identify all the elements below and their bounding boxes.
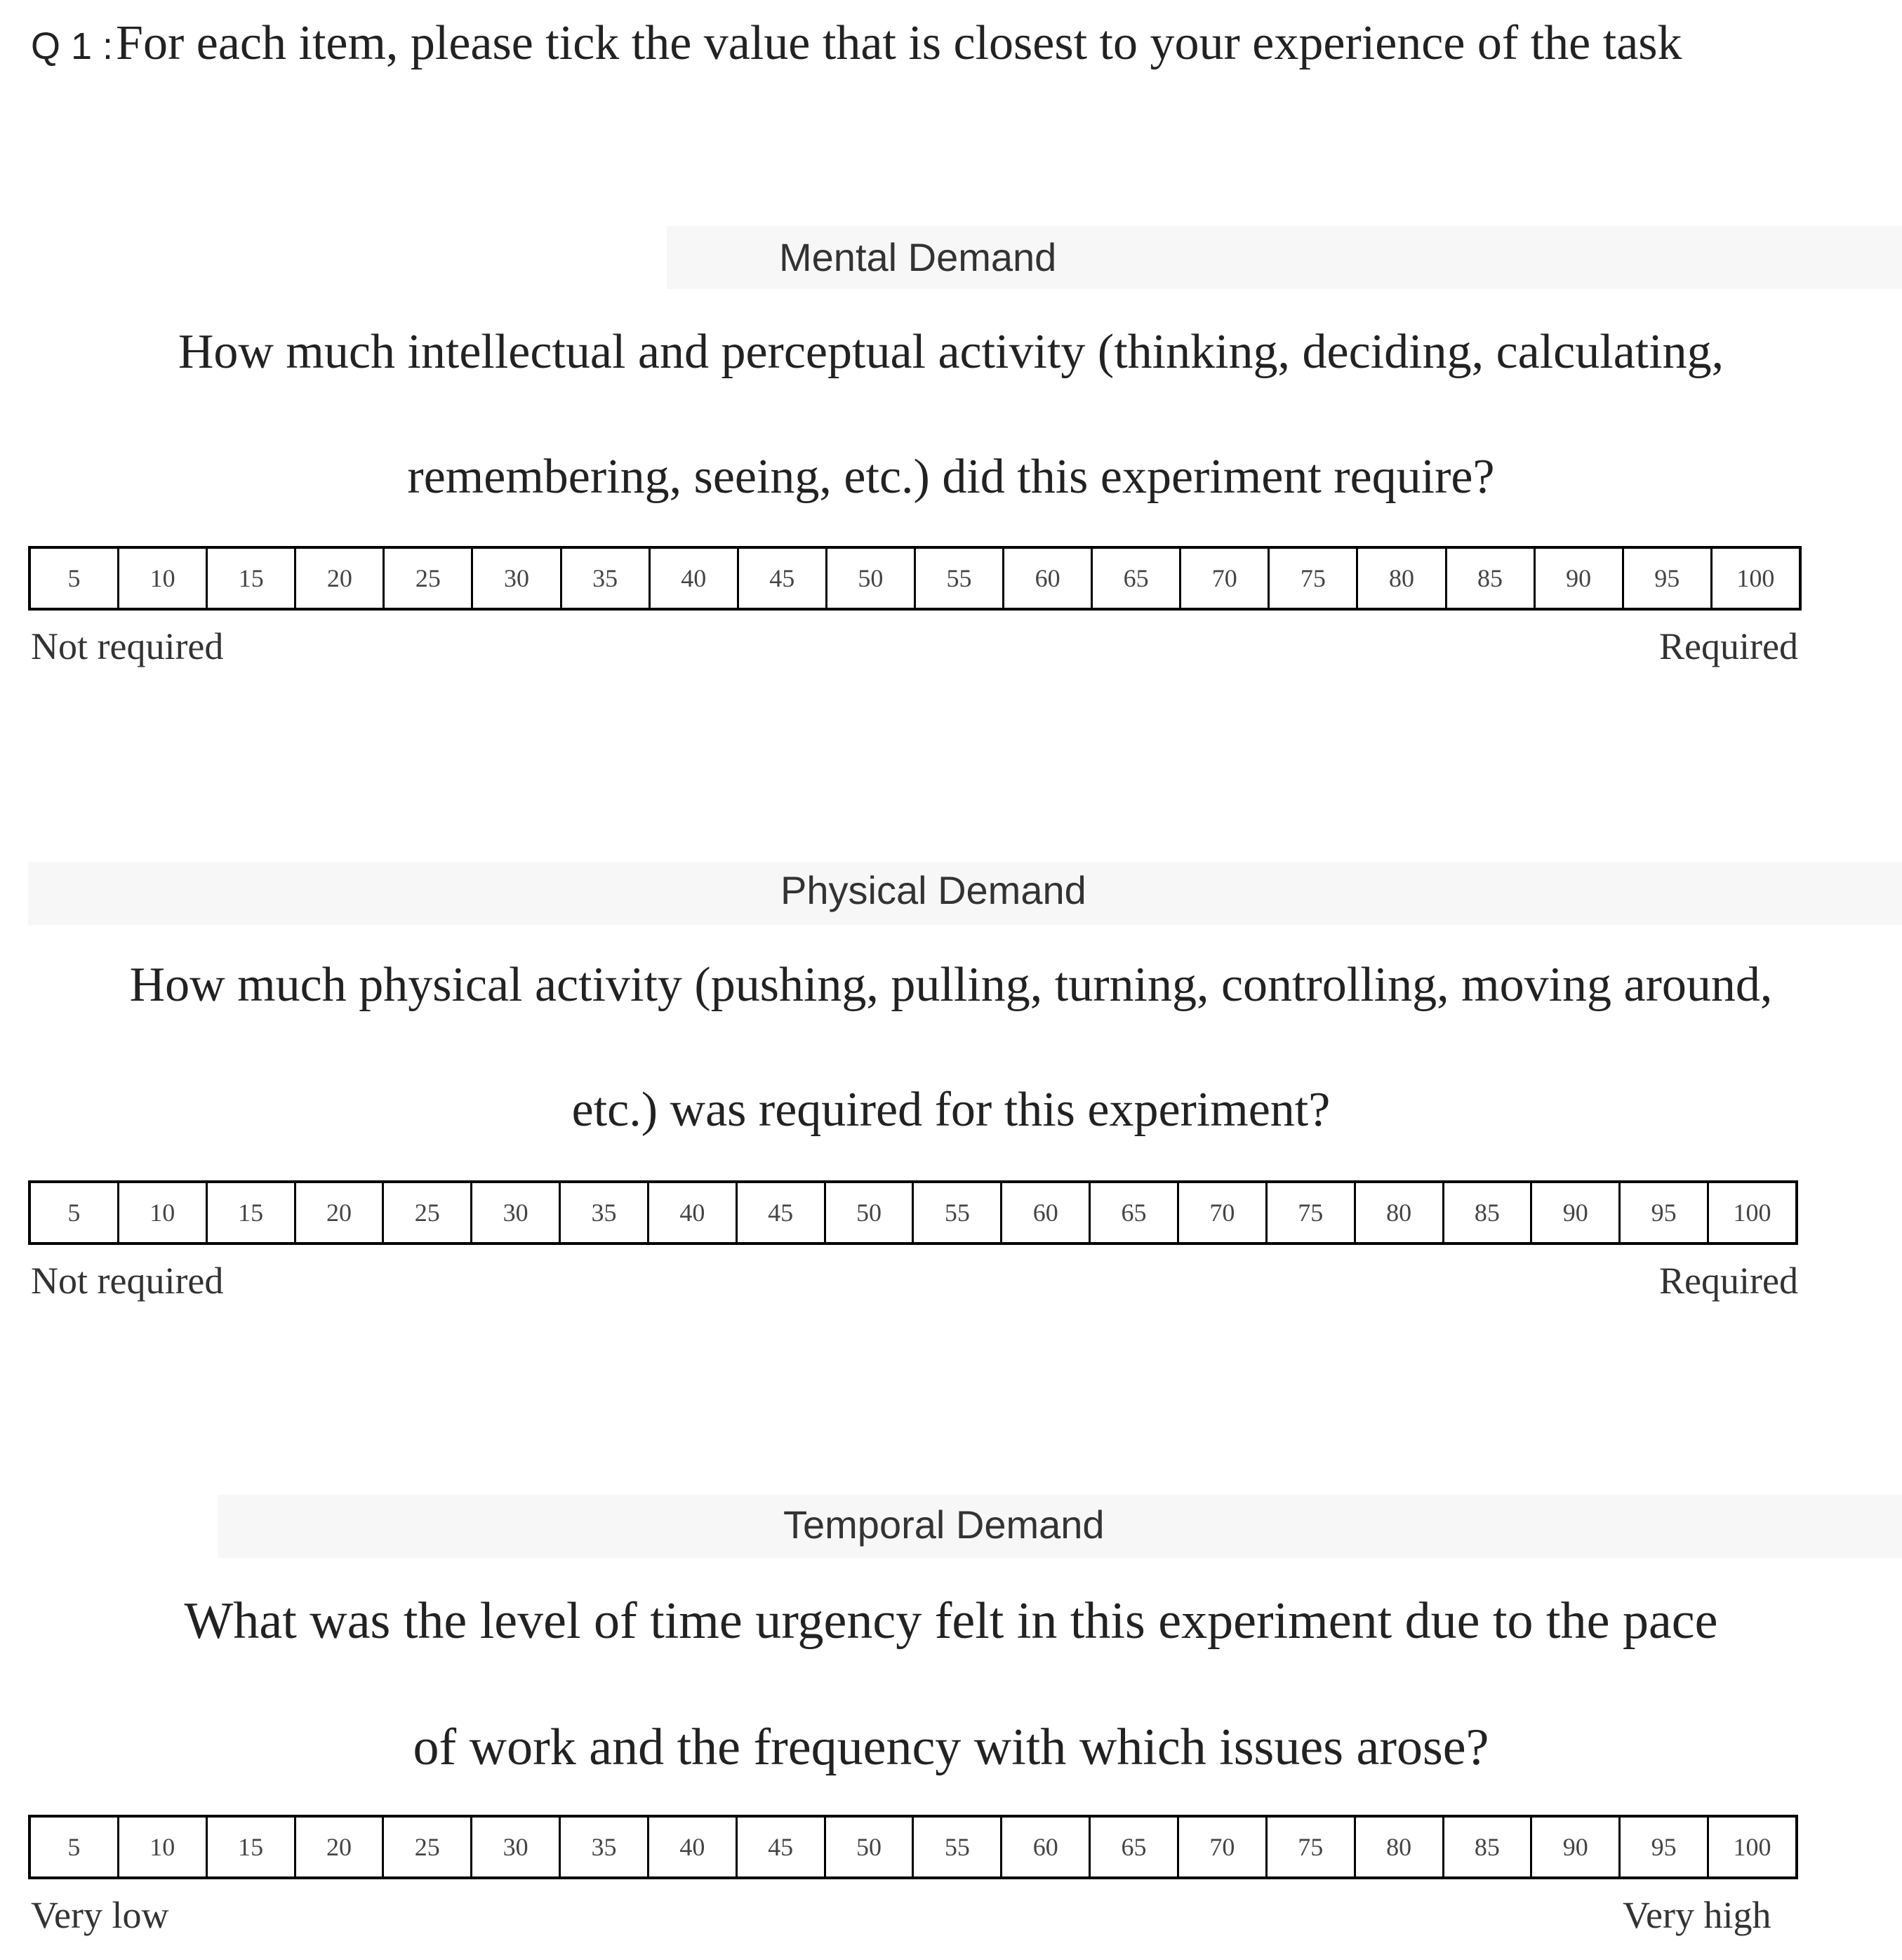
scale-cell-100[interactable]: 100 — [1736, 564, 1775, 592]
scale-cell-10[interactable]: 10 — [119, 549, 208, 608]
scale-cell-15[interactable]: 15 — [208, 1818, 296, 1876]
rating-scale — [28, 1815, 1798, 1879]
scale-cell-50[interactable]: 50 — [827, 549, 916, 608]
high-anchor-label: Required — [1659, 1260, 1798, 1302]
scale-cell-70[interactable]: 70 — [1181, 549, 1270, 608]
rating-scale — [28, 1180, 1798, 1245]
scale-cell-80[interactable]: 80 — [1356, 1818, 1444, 1876]
scale-cell-35[interactable]: 35 — [561, 1183, 649, 1242]
scale-cell-25[interactable]: 25 — [384, 1818, 472, 1876]
scale-cell-15[interactable]: 15 — [208, 1183, 296, 1242]
low-anchor-label: Not required — [31, 1260, 224, 1302]
scale-cell-40[interactable]: 40 — [651, 549, 739, 608]
scale-cell-100[interactable]: 100 — [1733, 1199, 1771, 1227]
scale-cell-25[interactable]: 25 — [385, 549, 473, 608]
scale-cell-60[interactable]: 60 — [1002, 1818, 1091, 1876]
scale-cell-90[interactable]: 90 — [1532, 1183, 1621, 1242]
scale-cell-55[interactable]: 55 — [914, 1183, 1002, 1242]
scale-cell-75[interactable]: 75 — [1268, 1183, 1356, 1242]
section-title: Physical Demand — [780, 868, 1086, 912]
scale-cell-45[interactable]: 45 — [738, 1818, 826, 1876]
scale-cell-70[interactable]: 70 — [1179, 1818, 1268, 1876]
scale-cell-80[interactable]: 80 — [1358, 549, 1447, 608]
scale-cell-20[interactable]: 20 — [296, 549, 385, 608]
scale-cell-30[interactable]: 30 — [472, 1183, 561, 1242]
high-anchor-label: Very high — [1623, 1894, 1771, 1936]
question-line-1: What was the level of time urgency felt in this experiment due to the pace — [184, 1592, 1718, 1650]
scale-cell-95[interactable]: 95 — [1624, 549, 1713, 608]
scale-cell-50[interactable]: 50 — [826, 1183, 915, 1242]
scale-cell-85[interactable]: 85 — [1447, 549, 1536, 608]
scale-cell-25[interactable]: 25 — [384, 1183, 472, 1242]
scale-cell-15[interactable]: 15 — [208, 549, 296, 608]
scale-cell-20[interactable]: 20 — [296, 1183, 385, 1242]
scale-cell-45[interactable]: 45 — [739, 549, 827, 608]
scale-cell-95[interactable]: 95 — [1621, 1818, 1709, 1876]
scale-cell-90[interactable]: 90 — [1532, 1818, 1621, 1876]
scale-cell-55[interactable]: 55 — [916, 549, 1004, 608]
scale-cell-50[interactable]: 50 — [826, 1818, 915, 1876]
scale-cell-30[interactable]: 30 — [473, 549, 561, 608]
scale-cell-85[interactable]: 85 — [1444, 1183, 1533, 1242]
scale-cell-60[interactable]: 60 — [1002, 1183, 1091, 1242]
scale-cell-5[interactable]: 5 — [31, 1183, 119, 1242]
scale-cell-75[interactable]: 75 — [1268, 1818, 1356, 1876]
question-line-2: of work and the frequency with which issues arose? — [413, 1719, 1489, 1776]
scale-cell-85[interactable]: 85 — [1444, 1818, 1533, 1876]
scale-cell-35[interactable]: 35 — [562, 549, 651, 608]
section-title: Mental Demand — [779, 235, 1057, 279]
question-line-1: How much physical activity (pushing, pulling, turning, controlling, moving around, — [129, 958, 1773, 1012]
scale-cell-70[interactable]: 70 — [1179, 1183, 1268, 1242]
low-anchor-label: Very low — [31, 1894, 169, 1936]
scale-cell-90[interactable]: 90 — [1536, 549, 1624, 608]
scale-cell-5[interactable]: 5 — [31, 1818, 119, 1876]
scale-cell-65[interactable]: 65 — [1091, 1183, 1179, 1242]
scale-cell-100[interactable]: 100 — [1733, 1833, 1771, 1861]
scale-cell-30[interactable]: 30 — [472, 1818, 561, 1876]
scale-cell-35[interactable]: 35 — [561, 1818, 649, 1876]
question-heading — [31, 15, 1682, 72]
question-line-1: How much intellectual and perceptual activity (thinking, deciding, calculating, — [178, 325, 1724, 379]
question-number: Q 1 : — [31, 25, 114, 67]
scale-cell-65[interactable]: 65 — [1093, 549, 1181, 608]
question-instruction: For each item, please tick the value that is closest to your experience of the task — [116, 16, 1682, 70]
scale-cell-20[interactable]: 20 — [296, 1818, 385, 1876]
scale-cell-45[interactable]: 45 — [738, 1183, 826, 1242]
high-anchor-label: Required — [1659, 625, 1798, 667]
scale-cell-75[interactable]: 75 — [1270, 549, 1358, 608]
scale-cell-80[interactable]: 80 — [1356, 1183, 1444, 1242]
scale-cell-40[interactable]: 40 — [649, 1818, 738, 1876]
low-anchor-label: Not required — [31, 625, 224, 667]
scale-cell-40[interactable]: 40 — [649, 1183, 738, 1242]
rating-scale — [28, 546, 1802, 611]
scale-cell-10[interactable]: 10 — [119, 1818, 208, 1876]
scale-cell-65[interactable]: 65 — [1091, 1818, 1179, 1876]
section-title: Temporal Demand — [783, 1502, 1105, 1547]
question-line-2: remembering, seeing, etc.) did this experiment require? — [407, 450, 1495, 504]
scale-cell-55[interactable]: 55 — [914, 1818, 1002, 1876]
scale-cell-60[interactable]: 60 — [1004, 549, 1093, 608]
scale-cell-95[interactable]: 95 — [1621, 1183, 1709, 1242]
scale-cell-10[interactable]: 10 — [119, 1183, 208, 1242]
question-line-2: etc.) was required for this experiment? — [571, 1083, 1331, 1137]
scale-cell-5[interactable]: 5 — [31, 549, 119, 608]
